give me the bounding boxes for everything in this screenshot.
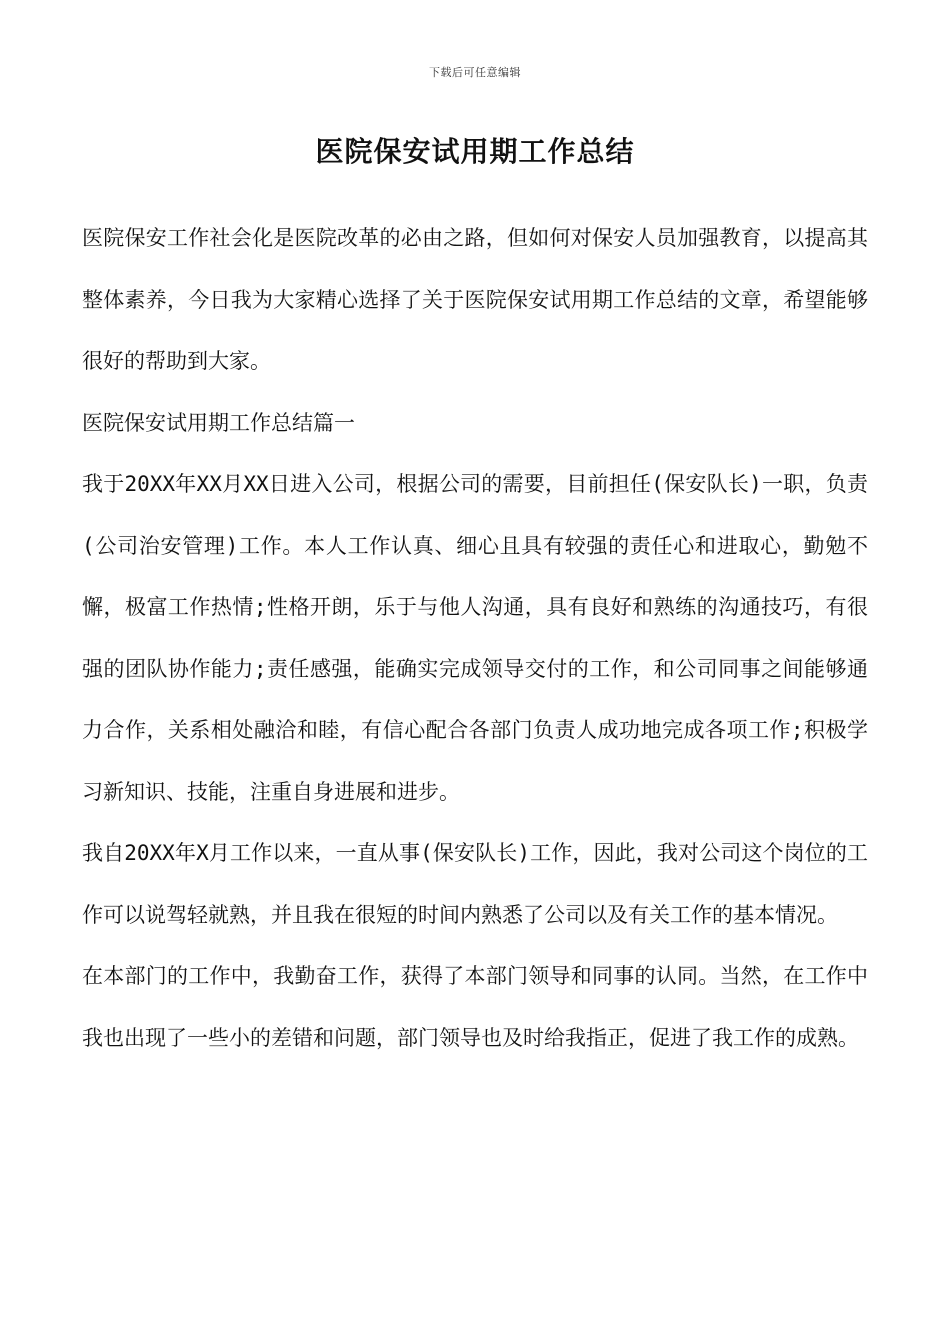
document-body xyxy=(82,208,868,1069)
body-paragraph: 在本部门的工作中，我勤奋工作，获得了本部门领导和同事的认同。当然，在工作中我也出现了一些小的差错和问题，部门领导也及时给我指正，促进了我工作的成熟。 xyxy=(82,964,868,1050)
body-paragraph: 我于20XX年XX月XX日进入公司，根据公司的需要，目前担任(保安队长)一职，负责(公司治安管理)工作。本人工作认真、细心且具有较强的责任心和进取心，勤勉不懈，极富工作热情;性格开朗，乐于与他人沟通，具有良好和熟练的沟通技巧，有很强的团队协作能力;责任感强，能确实完成领导交付的工作，和公司同事之间能够通力合作，关系相处融洽和睦，有信心配合各部门负责人成功地完成各项工作;积极学习新知识、技能，注重自身进展和进步。 xyxy=(82,472,868,804)
intro-paragraph: 医院保安工作社会化是医院改革的必由之路，但如何对保安人员加强教育，以提高其整体素养，今日我为大家精心选择了关于医院保安试用期工作总结的文章，希望能够很好的帮助到大家。 xyxy=(82,226,868,373)
section-heading: 医院保安试用期工作总结篇一 xyxy=(82,410,355,435)
body-paragraph: 我自20XX年X月工作以来，一直从事(保安队长)工作，因此，我对公司这个岗位的工作可以说驾轻就熟，并且我在很短的时间内熟悉了公司以及有关工作的基本情况。 xyxy=(82,841,868,927)
document-title: 医院保安试用期工作总结 xyxy=(315,135,635,168)
header-note: 下载后可任意编辑 xyxy=(429,66,521,79)
